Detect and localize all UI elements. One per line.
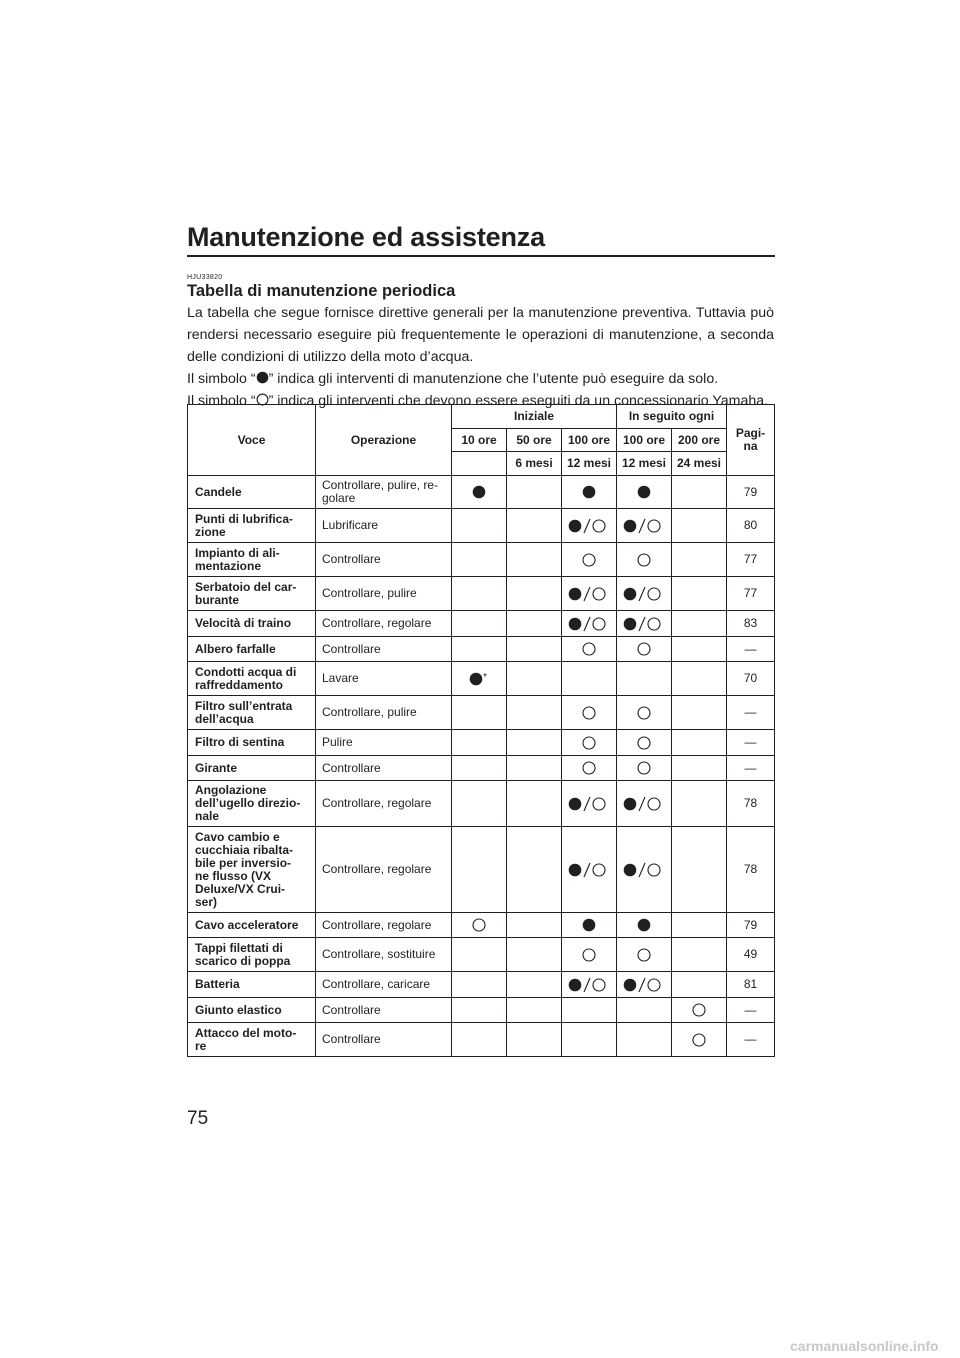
- open-circle-icon: [636, 640, 652, 658]
- schedule-cell: [452, 637, 507, 662]
- schedule-cell: [672, 696, 727, 730]
- row-voce: Giunto elastico: [188, 998, 316, 1023]
- schedule-cell: [452, 913, 507, 938]
- row-operazione: Controllare: [316, 998, 452, 1023]
- table-row: [188, 998, 775, 1023]
- filled-circle-icon: [581, 483, 597, 501]
- header-hours: 200 ore: [672, 429, 727, 452]
- table-row: [188, 781, 775, 827]
- row-page: 49: [727, 938, 775, 972]
- footer-watermark: carmanualsonline.info: [790, 1338, 939, 1354]
- filled-slash-open-icon: [622, 615, 666, 633]
- schedule-cell: [562, 637, 617, 662]
- schedule-cell: [672, 827, 727, 913]
- schedule-cell: [562, 543, 617, 577]
- open-circle-icon: [581, 759, 597, 777]
- table-row: [188, 827, 775, 913]
- schedule-cell: [452, 476, 507, 509]
- schedule-cell: [507, 611, 562, 637]
- filled-slash-open-icon: [622, 795, 666, 813]
- open-circle-icon: [636, 551, 652, 569]
- row-page: —: [727, 730, 775, 756]
- schedule-cell: [617, 730, 672, 756]
- schedule-cell: [617, 913, 672, 938]
- row-voce: Condotti acqua di raffreddamento: [188, 662, 316, 696]
- legend-filled-prefix: Il simbolo “: [187, 371, 256, 387]
- row-operazione: Controllare, caricare: [316, 972, 452, 998]
- intro-text: [187, 302, 774, 412]
- table-row: [188, 577, 775, 611]
- schedule-cell: [452, 696, 507, 730]
- schedule-cell: [562, 577, 617, 611]
- row-operazione: Controllare: [316, 1023, 452, 1057]
- row-page: 81: [727, 972, 775, 998]
- schedule-cell: [562, 998, 617, 1023]
- row-operazione: Controllare: [316, 543, 452, 577]
- schedule-cell: [617, 577, 672, 611]
- filled-circle-icon: [256, 371, 269, 384]
- header-hours: 100 ore: [562, 429, 617, 452]
- row-page: —: [727, 756, 775, 781]
- schedule-cell: [562, 696, 617, 730]
- schedule-cell: [672, 611, 727, 637]
- schedule-cell: [507, 577, 562, 611]
- schedule-cell: [617, 756, 672, 781]
- schedule-cell: [562, 1023, 617, 1057]
- schedule-cell: [617, 972, 672, 998]
- schedule-cell: [617, 611, 672, 637]
- schedule-cell: [507, 696, 562, 730]
- schedule-cell: [672, 730, 727, 756]
- schedule-cell: [562, 509, 617, 543]
- row-operazione: Controllare: [316, 756, 452, 781]
- filled-slash-open-icon: [622, 517, 666, 535]
- schedule-cell: [452, 730, 507, 756]
- table-body: [188, 476, 775, 1057]
- header-months: 12 mesi: [562, 452, 617, 476]
- row-page: 80: [727, 509, 775, 543]
- filled-slash-open-icon: [622, 976, 666, 994]
- open-circle-icon: [691, 1001, 707, 1019]
- schedule-cell: [507, 730, 562, 756]
- row-operazione: Controllare, sostituire: [316, 938, 452, 972]
- open-circle-icon: [636, 734, 652, 752]
- schedule-cell: [507, 637, 562, 662]
- filled-slash-open-icon: [567, 585, 611, 603]
- header-operazione: Operazione: [316, 405, 452, 476]
- schedule-cell: [617, 696, 672, 730]
- row-page: —: [727, 998, 775, 1023]
- row-operazione: Controllare: [316, 637, 452, 662]
- row-voce: Girante: [188, 756, 316, 781]
- row-voce: Punti di lubrifica- zione: [188, 509, 316, 543]
- row-operazione: Controllare, regolare: [316, 913, 452, 938]
- open-circle-icon: [471, 916, 487, 934]
- open-circle-icon: [581, 946, 597, 964]
- schedule-cell: [452, 509, 507, 543]
- row-voce: Cavo cambio e cucchiaia ribalta- bile per inversio- ne flusso (VX Deluxe/VX Crui- ser): [188, 827, 316, 913]
- table-row: [188, 696, 775, 730]
- table-row: [188, 662, 775, 696]
- row-page: 79: [727, 476, 775, 509]
- schedule-cell: [672, 756, 727, 781]
- row-operazione: Pulire: [316, 730, 452, 756]
- row-voce: Albero farfalle: [188, 637, 316, 662]
- schedule-cell: [562, 827, 617, 913]
- table-row: [188, 938, 775, 972]
- open-circle-icon: [691, 1031, 707, 1049]
- row-page: 70: [727, 662, 775, 696]
- legend-filled-suffix: ” indica gli interventi di manutenzione che l’utente può eseguire da solo.: [268, 371, 719, 387]
- schedule-cell: [452, 543, 507, 577]
- schedule-cell: [617, 543, 672, 577]
- schedule-cell: [562, 756, 617, 781]
- schedule-cell: [562, 730, 617, 756]
- schedule-cell: [672, 998, 727, 1023]
- filled-circle-icon: [471, 483, 487, 501]
- schedule-cell: [617, 938, 672, 972]
- schedule-cell: [562, 662, 617, 696]
- row-page: 77: [727, 577, 775, 611]
- filled-slash-open-icon: [567, 615, 611, 633]
- schedule-cell: [617, 998, 672, 1023]
- schedule-cell: [617, 476, 672, 509]
- schedule-cell: [452, 781, 507, 827]
- row-operazione: Controllare, regolare: [316, 781, 452, 827]
- schedule-cell: [507, 913, 562, 938]
- filled-slash-open-icon: [622, 585, 666, 603]
- header-pagina: Pagi- na: [727, 405, 775, 476]
- filled-circle-icon: [581, 916, 597, 934]
- schedule-cell: [672, 781, 727, 827]
- filled-slash-open-icon: [622, 861, 666, 879]
- schedule-cell: [562, 781, 617, 827]
- filled-slash-open-icon: [567, 861, 611, 879]
- section-title: Tabella di manutenzione periodica: [187, 282, 456, 300]
- schedule-cell: [507, 827, 562, 913]
- schedule-cell: [452, 611, 507, 637]
- schedule-cell: [452, 756, 507, 781]
- schedule-cell: [452, 938, 507, 972]
- schedule-cell: [672, 972, 727, 998]
- schedule-cell: [562, 611, 617, 637]
- schedule-cell: [507, 509, 562, 543]
- row-voce: Attacco del moto- re: [188, 1023, 316, 1057]
- header-iniziale: Iniziale: [452, 405, 617, 429]
- legend-filled: [187, 368, 774, 390]
- filled-slash-open-icon: [567, 517, 611, 535]
- maintenance-table: [187, 404, 775, 1057]
- legend-open-prefix: Il simbolo “: [187, 393, 256, 409]
- open-circle-icon: [581, 551, 597, 569]
- row-operazione: Controllare, regolare: [316, 611, 452, 637]
- row-operazione: Controllare, regolare: [316, 827, 452, 913]
- schedule-cell: [507, 938, 562, 972]
- row-voce: Impianto di ali- mentazione: [188, 543, 316, 577]
- header-months: 12 mesi: [617, 452, 672, 476]
- schedule-cell: [507, 781, 562, 827]
- schedule-cell: [617, 827, 672, 913]
- open-circle-icon: [636, 759, 652, 777]
- section-code: HJU33820: [187, 274, 223, 281]
- filled-circle-icon: [636, 916, 652, 934]
- row-voce: Tappi filettati di scarico di poppa: [188, 938, 316, 972]
- open-circle-icon: [581, 640, 597, 658]
- open-circle-icon: [636, 704, 652, 722]
- schedule-cell: [452, 972, 507, 998]
- filled-circle-asterisk-icon: [468, 670, 490, 688]
- schedule-cell: [617, 1023, 672, 1057]
- schedule-cell: [672, 577, 727, 611]
- schedule-cell: [672, 543, 727, 577]
- header-hours: 100 ore: [617, 429, 672, 452]
- table-row: [188, 543, 775, 577]
- row-page: 83: [727, 611, 775, 637]
- row-operazione: Controllare, pulire: [316, 696, 452, 730]
- schedule-cell: [617, 637, 672, 662]
- schedule-cell: [452, 577, 507, 611]
- row-page: 78: [727, 827, 775, 913]
- schedule-cell: [672, 913, 727, 938]
- schedule-cell: [562, 913, 617, 938]
- table-row: [188, 972, 775, 998]
- table-row: [188, 637, 775, 662]
- schedule-cell: [672, 938, 727, 972]
- row-voce: Candele: [188, 476, 316, 509]
- header-hours: 10 ore: [452, 429, 507, 452]
- header-in-seguito: In seguito ogni: [617, 405, 727, 429]
- row-page: 79: [727, 913, 775, 938]
- row-page: 77: [727, 543, 775, 577]
- table-row: [188, 611, 775, 637]
- row-voce: Batteria: [188, 972, 316, 998]
- row-page: 78: [727, 781, 775, 827]
- row-operazione: Controllare, pulire, re- golare: [316, 476, 452, 509]
- intro-paragraph: La tabella che segue fornisce direttive generali per la manutenzione preventiva. Tuttavia può rendersi necessario eseguire più frequentemente le operazioni di manutenzione, a seconda delle condizioni di utilizzo della moto d’acqua.: [187, 305, 774, 365]
- schedule-cell: [617, 662, 672, 696]
- row-voce: Filtro di sentina: [188, 730, 316, 756]
- schedule-cell: [672, 637, 727, 662]
- schedule-cell: [562, 972, 617, 998]
- open-circle-icon: [581, 734, 597, 752]
- schedule-cell: [562, 938, 617, 972]
- svg-text:*: *: [483, 671, 487, 683]
- header-months: [452, 452, 507, 476]
- page-number: 75: [187, 1108, 209, 1129]
- row-voce: Angolazione dell’ugello direzio- nale: [188, 781, 316, 827]
- row-page: —: [727, 1023, 775, 1057]
- row-operazione: Controllare, pulire: [316, 577, 452, 611]
- schedule-cell: [452, 827, 507, 913]
- row-voce: Cavo acceleratore: [188, 913, 316, 938]
- schedule-cell: [507, 756, 562, 781]
- schedule-cell: [507, 1023, 562, 1057]
- legend-open-suffix: ” indica gli interventi che devono essere eseguiti da un concessionario Yamaha.: [268, 393, 769, 409]
- row-voce: Velocità di traino: [188, 611, 316, 637]
- page-title: Manutenzione ed assistenza: [187, 222, 775, 257]
- schedule-cell: [562, 476, 617, 509]
- schedule-cell: [507, 662, 562, 696]
- open-circle-icon: [581, 704, 597, 722]
- schedule-cell: [507, 972, 562, 998]
- row-page: —: [727, 637, 775, 662]
- header-voce: Voce: [188, 405, 316, 476]
- schedule-cell: [452, 998, 507, 1023]
- row-voce: Serbatoio del car- burante: [188, 577, 316, 611]
- filled-slash-open-icon: [567, 976, 611, 994]
- row-operazione: Lavare: [316, 662, 452, 696]
- table-row: [188, 756, 775, 781]
- schedule-cell: [452, 662, 507, 696]
- table-row: [188, 730, 775, 756]
- row-operazione: Lubrificare: [316, 509, 452, 543]
- filled-circle-icon: [636, 483, 652, 501]
- table-row: [188, 913, 775, 938]
- filled-slash-open-icon: [567, 795, 611, 813]
- header-hours: 50 ore: [507, 429, 562, 452]
- schedule-cell: [672, 476, 727, 509]
- schedule-cell: [507, 998, 562, 1023]
- table-row: [188, 476, 775, 509]
- schedule-cell: [672, 662, 727, 696]
- schedule-cell: [452, 1023, 507, 1057]
- schedule-cell: [617, 781, 672, 827]
- schedule-cell: [617, 509, 672, 543]
- header-months: 6 mesi: [507, 452, 562, 476]
- table-row: [188, 509, 775, 543]
- table-row: [188, 1023, 775, 1057]
- row-page: —: [727, 696, 775, 730]
- open-circle-icon: [636, 946, 652, 964]
- row-voce: Filtro sull’entrata dell’acqua: [188, 696, 316, 730]
- schedule-cell: [507, 543, 562, 577]
- schedule-cell: [672, 509, 727, 543]
- schedule-cell: [507, 476, 562, 509]
- schedule-cell: [672, 1023, 727, 1057]
- header-months: 24 mesi: [672, 452, 727, 476]
